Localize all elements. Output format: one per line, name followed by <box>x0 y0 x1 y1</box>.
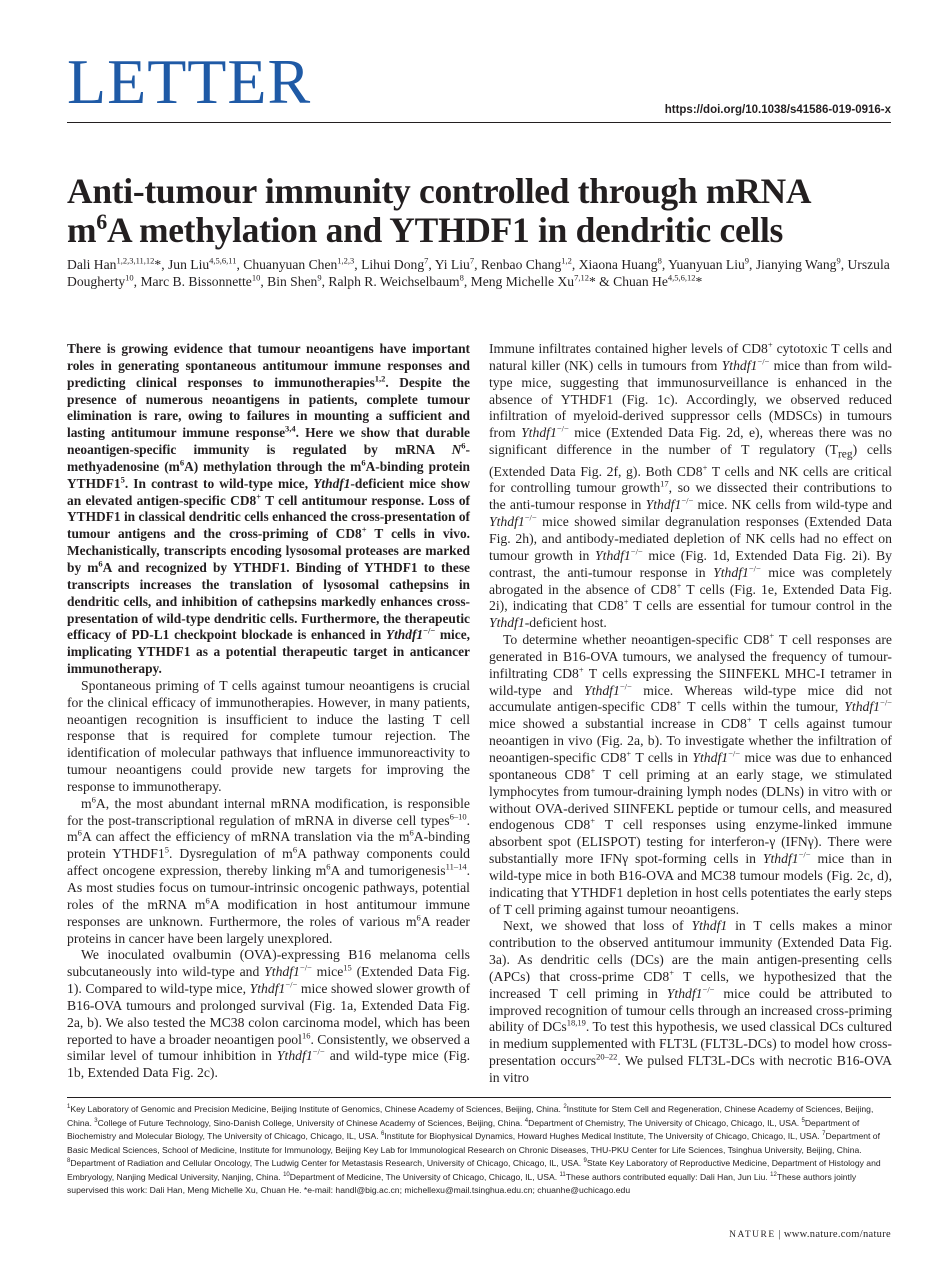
text-run: . To test this hypothesis, we used classical DCs cultured in medium supplemented with FLT3L (FLT3L-DCs) to model how cross-presentation occurs <box>489 1019 893 1069</box>
left-body-text <box>67 678 470 1082</box>
superscript: + <box>590 815 596 826</box>
doi-link[interactable]: https://doi.org/10.1038/s41586-019-0916-x <box>664 104 891 116</box>
italic-term: Ythdf1 <box>249 981 286 997</box>
text-run: T cells in <box>631 749 693 765</box>
text-run: T cells (Fig. 1e, Extended Data Fig. 2i), indicating that CD8 <box>489 581 892 614</box>
superscript: −/− <box>798 849 811 860</box>
paragraph <box>489 341 892 632</box>
text-run: . In contrast to wild-type mice, <box>124 475 314 491</box>
affiliation-number: 11 <box>559 1171 566 1178</box>
subscript: reg <box>837 448 853 461</box>
page-footer <box>729 1229 891 1240</box>
affiliation-text: Department of Radiation and Cellular Oncology, The Ludwig Center for Metastasis Research, University of Chicago, Chicago, IL, USA. <box>70 1158 584 1168</box>
text-run: T cells and NK cells are critical for controlling tumour growth <box>489 463 892 496</box>
paragraph <box>67 678 470 796</box>
superscript: 17 <box>660 478 669 489</box>
text-run: in T cells makes a minor contribution to the observed antitumour immunity (Extended Data Fig. 3a). As dendritic cells (DCs) are the main antigen-presenting cells (APCs) that cross-prime CD8 <box>489 918 892 984</box>
superscript: + <box>702 462 708 473</box>
italic-term: Ythdf1 <box>762 851 799 867</box>
superscript: 6 <box>409 827 414 838</box>
abstract <box>67 341 470 678</box>
text-run: mice <box>311 964 344 980</box>
text-run: T cell antitumour response. Loss of YTHDF1 in classical dendritic cells enhanced the cross-presentation of tumour antigens and the cross-priming of CD8 <box>67 492 470 542</box>
italic-term: Ythdf1 <box>489 514 525 530</box>
superscript: 16 <box>301 1030 311 1041</box>
author: Dali Han <box>67 257 117 272</box>
superscript: −/− <box>619 681 632 692</box>
author-affiliation: 7 <box>469 255 475 266</box>
superscript: −/− <box>285 979 298 990</box>
text-run: . We pulsed FLT3L-DCs with necrotic B16-OVA in vitro <box>489 1053 892 1086</box>
superscript: −/− <box>423 625 436 636</box>
affiliation-number: 4 <box>524 1117 529 1124</box>
italic-term: Ythdf1 <box>666 985 703 1001</box>
superscript: −/− <box>630 546 643 557</box>
affiliation-text: Institute for Stem Cell and Regeneration, Chinese Academy of Sciences, Beijing, China. <box>67 1104 874 1128</box>
text-run: mice, implicating YTHDF1 as a potential therapeutic target in anticancer immunotherapy. <box>67 627 470 677</box>
section-label: LETTER <box>67 46 312 117</box>
superscript: + <box>361 524 367 535</box>
italic-term: Ythdf1 <box>276 1048 313 1064</box>
text-run: T cells are essential for tumour control in the <box>628 598 892 614</box>
text-run: ) cells (Extended Data Fig. 2f, g). Both CD8 <box>489 442 892 479</box>
text-run: T cells expressing the SIINFEKL MHC-I tetramer in wild-type and <box>489 665 892 698</box>
superscript: + <box>578 664 584 675</box>
title-line-2-suffix: A methylation and YTHDF1 in dendritic cells <box>106 210 784 250</box>
corresponding-mark: * <box>154 257 162 272</box>
text-run: mice showed a substantial increase in CD8 <box>489 716 747 732</box>
affiliations-footnotes <box>67 1103 893 1198</box>
superscript: −/− <box>757 356 770 367</box>
superscript: 6 <box>326 861 331 872</box>
text-run: . Despite the presence of numerous neoantigens in patients, complete tumour elimination is rare, owing to failures in mounting a sufficient and lasting antitumour immune response <box>67 374 470 441</box>
text-run: -deficient host. <box>524 615 607 631</box>
italic-term: Ythdf1 <box>489 615 525 631</box>
superscript: 6 <box>205 895 210 906</box>
text-run: A-binding protein YTHDF1 <box>67 458 470 491</box>
superscript: 6 <box>98 558 103 569</box>
paragraph <box>489 918 892 1086</box>
superscript: −/− <box>681 495 694 506</box>
author: Urszula Dougherty <box>67 257 890 289</box>
affiliation-number: 5 <box>801 1117 805 1124</box>
corresponding-mark: * <box>695 273 703 289</box>
italic-term: Ythdf1 <box>584 682 620 698</box>
author-affiliation: 9 <box>744 255 750 266</box>
text-run: T cells in vivo. Mechanistically, transcripts encoding lysosomal proteases are marked by m <box>67 526 471 575</box>
header-rule <box>67 122 891 123</box>
text-run: T cell responses are generated in B16-OVA tumours, we analysed the frequency of tumour-infiltrating CD8 <box>489 632 892 681</box>
text-run: mice. Whereas wild-type mice did not accumulate antigen-specific CD8 <box>489 682 892 715</box>
text-run: . m <box>67 812 470 845</box>
author: Renbao Chang <box>480 257 562 272</box>
italic-term: Ythdf1 <box>645 497 682 513</box>
text-run: . Consistently, we observed a similar level of tumour inhibition in <box>67 1031 471 1064</box>
text-run: We inoculated ovalbumin (OVA)-expressing B16 melanoma cells subcutaneously into wild-type and <box>67 947 470 980</box>
text-run: A pathway components could affect oncogene expression, thereby linking m <box>67 846 470 879</box>
author-affiliation: 9 <box>836 255 841 266</box>
italic-term: Ythdf1 <box>844 699 881 715</box>
text-run: . As most studies focus on tumour-intrinsic oncogenic pathways, potential roles of the mRNA m <box>67 863 470 912</box>
text-run: . Dysregulation of m <box>168 846 293 862</box>
superscript: 6 <box>179 457 185 468</box>
superscript: −/− <box>556 423 569 434</box>
affiliation-text: These authors contributed equally: Dali Han, Jun Liu. <box>565 1171 771 1182</box>
superscript: −/− <box>524 512 537 523</box>
text-run: mice (Extended Data Fig. 2d, e), whereas there was no significant difference in the number of T regulatory (T <box>489 425 892 458</box>
text-run: mice. NK cells from wild-type and <box>693 497 893 513</box>
text-run: Immune infiltrates contained higher levels of CD8 <box>489 341 768 356</box>
text-run: A and tumorigenesis <box>330 863 446 879</box>
affiliation-number: 7 <box>822 1131 826 1138</box>
affiliation-text: Key Laboratory of Genomic and Precision Medicine, Beijing Institute of Genomics, Chinese Academy of Sciences, Beijing, China. <box>70 1104 564 1114</box>
superscript: −/− <box>880 697 892 708</box>
author-affiliation: 7,12 <box>574 271 589 282</box>
author-affiliation: 4,5,6,12 <box>667 271 696 282</box>
author: Jianying Wang <box>755 257 837 272</box>
italic-term: Ythdf1 <box>691 918 728 934</box>
text-run: A modification in host antitumour immune responses are unknown. Furthermore, the roles of various m <box>67 896 470 929</box>
affiliation-text: Department of Basic Medical Sciences, School of Medicine, Institute for Immunology, Beijing Key Lab for Immunological Research on Chronic Diseases, THU-PKU Center for Life Sciences, Tsinghua University, Beijing, China. <box>67 1131 880 1155</box>
superscript: + <box>623 596 629 607</box>
affiliation-number: 1 <box>67 1104 71 1111</box>
superscript: 5 <box>164 844 169 855</box>
italic-term: Ythdf1 <box>713 564 749 580</box>
affiliation-text: State Key Laboratory of Reproductive Medicine, Department of Histology and Embryology, Nanjing Medical University, Nanjing, China. <box>67 1158 881 1182</box>
author: Ralph R. Weichselbaum <box>328 273 460 289</box>
superscript: 18,19 <box>566 1017 586 1028</box>
superscript: 6 <box>292 844 298 855</box>
text-run: A-binding protein YTHDF1 <box>67 829 470 862</box>
superscript: 20–22 <box>596 1051 618 1062</box>
journal-name: NATURE <box>729 1230 776 1240</box>
text-run: Next, we showed that loss of <box>503 918 692 934</box>
text-run: mice was completely abrogated in the absence of CD8 <box>489 564 892 597</box>
text-run: mice could be attributed to improved recognition of tumour cells through an increased cross-priming ability of DCs <box>489 985 892 1035</box>
text-run: . Here we show that durable neoantigen-specific immunity is regulated by mRNA <box>67 425 470 458</box>
italic-term: N <box>451 442 462 458</box>
paragraph <box>67 796 470 948</box>
italic-term: Ythdf1 <box>264 964 300 980</box>
superscript: + <box>769 630 775 641</box>
affiliation-number: 10 <box>283 1171 290 1178</box>
author-affiliation: 10 <box>125 271 134 282</box>
superscript: −/− <box>702 984 715 995</box>
superscript: + <box>256 491 262 502</box>
italic-term: Ythdf1 <box>721 357 758 373</box>
paragraph <box>67 947 470 1082</box>
text-run: (Extended Data Fig. 1). Compared to wild-type mice, <box>67 964 470 997</box>
title-line-2-sup: 6 <box>96 209 107 235</box>
author: Xiaona Huang <box>578 257 658 272</box>
author: & Chuan He <box>599 273 668 289</box>
author-list: Dali Han$^{1,2,3,11,12}$*, Jun Liu$^{4,5,6,11}$, Chuanyuan Chen$^{1,2,3}$, Lihui Dong$^7$, Yi Liu$^7$, Renbao Chang$^{1,2}$, Xiaona Huang$^8$, Yuanyuan Liu$^9$, Jianying Wang$^9$, Urszula Dougherty$^{10}$, Marc B. Bissonnette$^{10}$, Bin Shen$^9$, Ralph R. Weichselbaum$^8$, Meng Michelle Xu$^{7,12}$* & Chuan He$^{4,5,6,12}$* <box>67 255 890 289</box>
text-run: T cells against tumour neoantigen in vivo (Fig. 2a, b). To investigate whether the infiltration of neoantigen-specific CD8 <box>489 716 892 765</box>
text-run: There is growing evidence that tumour neoantigens have important roles in generating spontaneous antitumour immune responses and predicting clinical responses to immunotherapies <box>67 341 470 390</box>
superscript: 6–10 <box>449 811 467 822</box>
superscript: −/− <box>299 962 312 973</box>
author: Meng Michelle Xu <box>470 273 575 289</box>
affiliation-number: 8 <box>67 1158 71 1165</box>
author-affiliation: 8 <box>459 271 464 282</box>
text-run: A can affect the efficiency of mRNA translation via the m <box>81 829 410 845</box>
paragraph <box>489 632 892 918</box>
author-affiliation: 1,2,3,11,12 <box>116 255 155 266</box>
footer-separator: | <box>775 1229 784 1240</box>
text-run: mice was due to enhanced spontaneous CD8 <box>489 749 892 782</box>
affiliation-number: 12 <box>770 1171 777 1178</box>
superscript: 15 <box>343 962 352 973</box>
footnote-rule <box>67 1097 891 1098</box>
superscript: 6 <box>91 794 96 805</box>
superscript: + <box>767 339 773 350</box>
text-run: m <box>81 795 92 811</box>
text-run: A) methylation through the m <box>184 458 362 474</box>
text-run: mice showed slower growth of B16-OVA tumours and prolonged survival (Fig. 1a, Extended Data Fig. 2a, b). We also tested the MC38 colon carcinoma model, which has been reported to have a broader neoantigen pool <box>67 981 471 1047</box>
superscript: + <box>676 579 682 590</box>
author: Yuanyuan Liu <box>668 257 745 272</box>
affiliation-number: 6 <box>380 1131 385 1138</box>
text-run: A and recognized by YTHDF1. Binding of YTHDF1 to these transcripts increases the translation of lysosomal cathepsins in dendritic cells, and inhibition of cathepsins markedly enhances cross-presentation of wild-type dendritic cells. Furthermore, the therapeutic efficacy of PD-L1 checkpoint blockade is enhanced in <box>67 559 470 643</box>
text-run: To determine whether neoantigen-specific CD8 <box>503 632 770 648</box>
corresponding-mark: * <box>588 273 596 289</box>
title-line-2-prefix: m <box>67 210 97 250</box>
author-affiliation: 9 <box>317 271 322 282</box>
superscript: 11–14 <box>445 861 467 872</box>
superscript: 6 <box>416 912 421 923</box>
left-column <box>67 341 470 1082</box>
author-affiliation: 8 <box>657 255 662 266</box>
author-affiliation: 1,2 <box>561 255 572 266</box>
title-line-1: Anti-tumour immunity controlled through mRNA <box>67 171 812 211</box>
italic-term: Ythdf1 <box>313 475 351 491</box>
italic-term: Ythdf1 <box>595 547 631 563</box>
author-affiliation: 1,2,3 <box>337 255 355 266</box>
superscript: −/− <box>748 563 761 574</box>
superscript: 1,2 <box>374 373 386 384</box>
text-run: mice (Fig. 1d, Extended Data Fig. 2i). By contrast, the anti-tumour response in <box>489 547 892 580</box>
author: Yi Liu <box>434 257 470 272</box>
author: Chuanyuan Chen <box>243 257 338 272</box>
text-run: mice than in wild-type mice in both B16-OVA and MC38 tumour models (Fig. 2c, d), indicating that YTHDF1 depletion in host cells potentiates the early steps of T cell priming against tumour neoantigens. <box>489 851 893 917</box>
superscript: + <box>590 765 596 776</box>
affiliation-text: Department of Medicine, The University of Chicago, Chicago, IL, USA. <box>289 1171 560 1182</box>
superscript: 5 <box>120 474 125 485</box>
author-affiliation: 7 <box>424 255 429 266</box>
superscript: −/− <box>312 1046 325 1057</box>
journal-url[interactable]: www.nature.com/nature <box>783 1229 891 1240</box>
author-affiliation: 4,5,6,11 <box>209 255 237 266</box>
affiliation-text: Department of Chemistry, The University of Chicago, Chicago, IL, USA. <box>528 1117 802 1128</box>
superscript: + <box>669 967 674 978</box>
text-run: T cell responses using enzyme-linked immune absorbent spot (ELISPOT) testing for interferon-γ (IFNγ). There were substantially more IFNγ spot-forming cells in <box>489 817 892 867</box>
right-column <box>489 341 892 1087</box>
superscript: + <box>626 748 632 759</box>
text-run: T cell priming at an early stage, we stimulated lymphocytes from tumour-draining lymph nodes (DLNs) in vitro with or without OVA-derived SIINFEKL peptide or tumour cells, and measured endogenous CD8 <box>489 766 892 833</box>
superscript: 6 <box>461 440 466 451</box>
superscript: 6 <box>361 457 366 468</box>
author: Marc B. Bissonnette <box>140 273 252 289</box>
text-run: A reader proteins in cancer have been largely unexplored. <box>67 913 470 946</box>
superscript: −/− <box>728 748 741 759</box>
text-run: cytotoxic T cells and natural killer (NK) cells in tumours from <box>489 341 892 373</box>
affiliation-text: These authors jointly supervised this work: Dali Han, Meng Michelle Xu, Chuan He. *e-mail: handl@big.ac.cn; michellexu@mail.tsinghua.edu.cn; chuanhe@uchicago.edu <box>67 1171 857 1195</box>
italic-term: Ythdf1 <box>521 425 557 441</box>
text-run: -methyadenosine (m <box>67 442 470 474</box>
article-title <box>67 172 897 250</box>
superscript: + <box>676 697 682 708</box>
text-run: Spontaneous priming of T cells against tumour neoantigens is crucial for the clinical efficacy of immunotherapies. However, in many patients, neoantigen recognition is insufficient to induce the lasting T cell response that is required for complete tumour rejection. The identification of molecular pathways that influence immunoreactivity to tumour neoantigens could provide new targets for improving the response to immunotherapy. <box>67 677 470 794</box>
author: Bin Shen <box>267 273 318 289</box>
text-run: , so we dissected their contributions to the anti-tumour response in <box>489 480 893 513</box>
author: Jun Liu <box>167 257 210 272</box>
affiliation-number: 2 <box>563 1104 567 1111</box>
superscript: 3,4 <box>285 423 296 434</box>
italic-term: Ythdf1 <box>692 749 729 765</box>
affiliation-text: Department of Biochemistry and Molecular Biology, The University of Chicago, Chicago, IL, USA. <box>67 1117 860 1141</box>
affiliation-number: 9 <box>583 1158 587 1165</box>
italic-term: Ythdf1 <box>385 627 424 643</box>
text-run: T cells within the tumour, <box>681 699 845 715</box>
superscript: 6 <box>77 827 82 838</box>
author: Lihui Dong <box>361 257 425 272</box>
superscript: + <box>746 714 752 725</box>
affiliation-number: 3 <box>94 1117 98 1124</box>
text-run: and wild-type mice (Fig. 1b, Extended Data Fig. 2c). <box>67 1048 471 1081</box>
affiliation-text: College of Future Technology, Sino-Danish College, University of Chinese Academy of Sciences, Beijing, China. <box>97 1117 525 1128</box>
text-run: A, the most abundant internal mRNA modification, is responsible for the post-transcriptional regulation of mRNA in diverse cell types <box>67 795 470 828</box>
text-run: mice showed similar degranulation responses (Extended Data Fig. 2h), and antibody-mediated depletion of NK cells had no effect on tumour growth in <box>489 514 892 563</box>
author-affiliation: 10 <box>251 271 261 282</box>
text-run: -deficient mice show an elevated antigen-specific CD8 <box>67 475 470 508</box>
text-run: T cells, we hypothesized that the increased T cell priming in <box>489 968 892 1001</box>
affiliation-text: Institute for Biophysical Dynamics, Howard Hughes Medical Institute, The University of Chicago, Chicago, IL, USA. <box>384 1131 823 1141</box>
text-run: mice than from wild-type mice, suggesting that immunosurveillance is enhanced in the absence of YTHDF1 (Fig. 1c). Accordingly, we observed reduced infiltration of myeloid-derived suppressor cells (MDSCs) in tumours from <box>489 357 892 441</box>
